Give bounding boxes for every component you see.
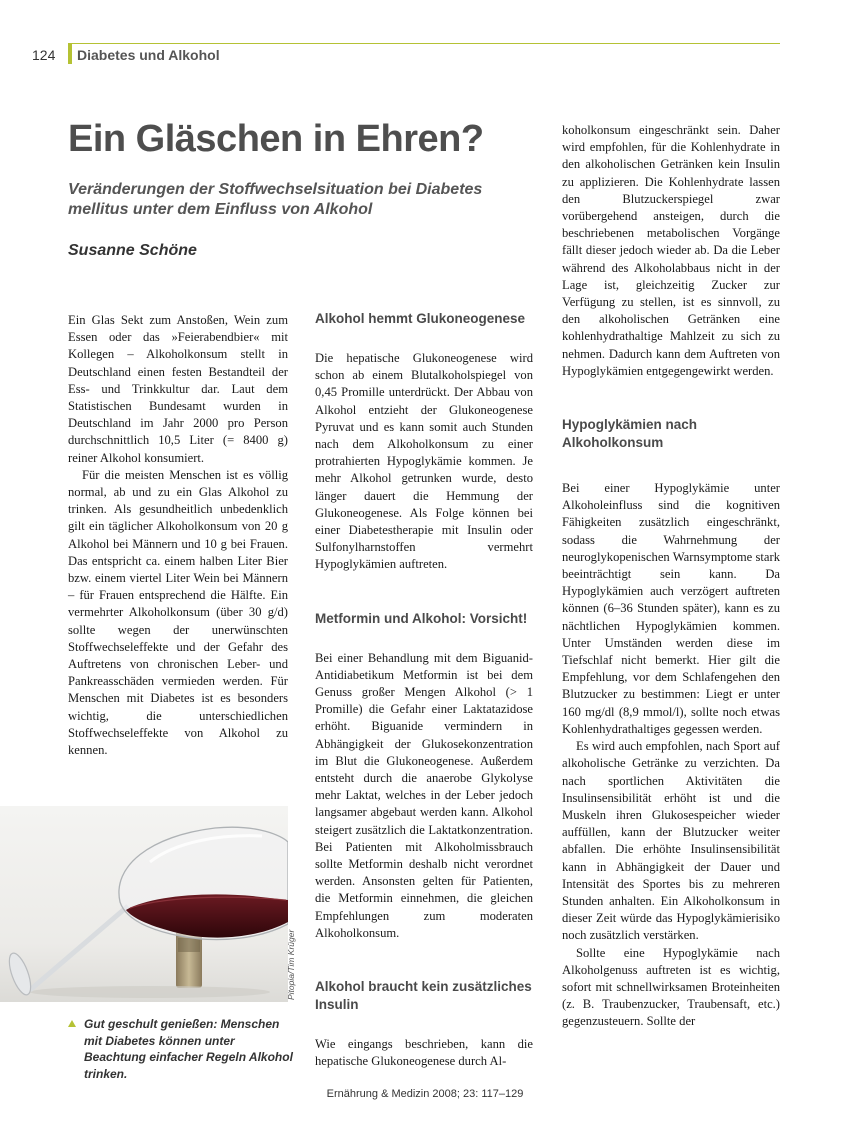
paragraph: Bei einer Hypoglykämie unter Alkoholeinfluss sind die kognitiven Fähigkeiten zusätzlich eingeschränkt, sodass die Wahrnehmung der neuroglykopenischen Warnsymptome stark beeinträchtigt sein kann. Da Hypoglykämien auch verzögert auftreten können (6–36 Stunden später), kann es zu nächtlichen Hypoglykämien kommen. Unter Umständen werden diese im Tiefschlaf nicht bemerkt. Hier gilt die Empfehlung, vor dem Schlafengehen den Blutzucker zu bestimmen: Liegt er unter 160 mg/dl (8,9 mmol/l), sollte noch etwas Kohlenhydrathaltiges gegessen werden. [562,481,780,736]
paragraph: Ein Glas Sekt zum Anstoßen, Wein zum Essen oder das »Feierabendbier« mit Kollegen – Alkoholkonsum stellt in Deutschland einen festen Bestandteil der Ess- und Trinkkultur dar. Laut dem Statistischen Bundesamt wurden in Deutschland im Jahr 2000 pro Person durchschnittlich 10,5 Liter (= 8400 g) reiner Alkohol konsumiert. [68,313,288,465]
page-number: 124 [32,47,56,63]
header-rule [68,43,780,44]
glass-stem [30,906,128,990]
paragraph: Für die meisten Menschen ist es völlig normal, ab und zu ein Glas Alkohol zu trinken. Als gesundheitlich unbedenklich gilt ein täglicher Alkoholkonsum von 20 g Alkohol bei Männern und 10 g bei Frauen. Das entspricht ca. einem halben Liter Bier bzw. einem viertel Liter Wein bei Männern – für Frauen entsprechend die Hälfte. Ein vermehrter Alkoholkonsum (über 30 g/d) sollte wegen der unerwünschten Stoffwechseleffekte und der Gefahr des Auftretens von chronischen Leber- und Pankreasschäden vermieden werden. Für Menschen mit Diabetes ist es besonders wichtig, die unterschiedlichen Stoffwechseleffekte von Alkohol zu kennen. [68,467,288,758]
section-heading: Hypoglykämien nach Alkoholkonsum [562,417,698,451]
page-footer: Ernährung & Medizin 2008; 23: 117–129 [326,1088,524,1100]
section-heading: Metformin und Alkohol: Vorsicht! [315,610,528,626]
paragraph: Bei einer Behandlung mit dem Biguanid-Antidiabetikum Metformin ist bei dem Genuss großer Mengen Alkohol (> 1 Promille) die Gefahr einer Laktatazidose erhöht. Biguanide vermindern in Abhängigkeit der Glukosekonzentration im Blut die Glukoneogenese. Außerdem entsteht durch die anaerobe Glykolyse mehr Laktat, welches in der Leber jedoch langsamer abgebaut werden kann. Alkohol steigert zusätzlich die Laktatkonzentration. Bei Patienten mit Alkoholmissbrauch sollte Metformin deshalb nicht verordnet werden. Ansonsten gelten für Patienten, die Metformin einnehmen, die gleichen Empfehlungen zum moderaten Alkoholkonsum. [315,650,533,940]
header-accent-bar [68,44,72,64]
paragraph: Es wird auch empfohlen, nach Sport auf alkoholische Getränke zu verzichten. Da nach sportlichen Aktivitäten die Insulinsensibilität erhöht ist und die Muskeln ihren Glukosespeicher wieder auffüllen, kann der Blutzucker weiter abfallen. Die erhöhte Insulinsensibilität kann in Abhängigkeit der Dauer und Intensität des Sportes bis zu mehreren Stunden anhalten. Ein Alkoholkonsum in dieser Zeit würde das Hypoglykämierisiko noch zusätzlich verstärken. [562,739,780,943]
figure-caption: Gut geschult genießen: Menschen mit Diabetes können unter Beachtung einfacher Regeln Alkohol trinken. [84,1017,293,1081]
paragraph: Wie eingangs beschrieben, kann die hepatische Glukoneogenese durch Al- [315,1037,533,1069]
column-1 [68,312,288,759]
caption-marker-icon [68,1020,76,1027]
wine-glass-illustration [0,806,288,1002]
section-heading: Alkohol hemmt Glukoneogenese [315,311,526,326]
column-3 [562,122,780,1031]
paragraph: Sollte eine Hypoglykämie nach Alkoholgenuss auftreten ist es wichtig, sofort mit schnellwirksamen Broteinheiten (z. B. Traubenzucker, Traubensaft, etc.) gegenzusteuern. Sollte der [562,945,780,1029]
photo-credit: Pitopia/Tim Krüger [286,929,296,1000]
glass-foot [5,951,35,998]
paragraph: koholkonsum eingeschränkt sein. Daher wird empfohlen, für die Kohlenhydrate in den alkoholischen Getränken kein Insulin zu applizieren. Die Kohlenhydrate lassen den Blutzuckerspiegel zwar vorübergehend ansteigen, durch die beschriebenen metabolischen Vorgänge fällt dieser jedoch wieder ab. Da die Leber während des Alkoholabbaus nicht in der Lage ist, gleichzeitig Zucker zur Verfügung zu stellen, ist es sinnvoll, zu den alkoholischen Getränken eine kohlenhydrathaltige Mahlzeit zu sich zu nehmen. Dadurch kann dem Auftreten von Hypoglykämien entgegengewirkt werden. [562,123,780,378]
section-heading: Alkohol braucht kein zusätzliches Insulin [315,979,532,1013]
wine-glass-photo [0,806,288,1002]
article-title: Ein Gläschen in Ehren? [68,118,484,160]
column-2 [315,310,533,1071]
article-subtitle: Veränderungen der Stoffwechselsituation bei Diabetes mellitus unter dem Einfluss von Alkohol [68,181,483,218]
paragraph: Die hepatische Glukoneogenese wird schon ab einem Blutalkoholspiegel von 0,45 Promille unterdrückt. Der Abbau von Alkohol entzieht der Glukoneogenese Pyruvat und es kann somit auch Stunden nach dem Alkoholkonsum zu einer protrahierten Hypoglykämie kommen. Je mehr Alkohol getrunken wurde, desto länger dauert die Hemmung der Glukoneogenese. Als Folge können bei einer Diabetestherapie mit Insulin oder Sulfonylharnstoffen vermehrt Hypoglykämien auftreten. [315,351,533,572]
section-title: Diabetes und Alkohol [77,47,220,63]
article-author: Susanne Schöne [68,242,197,259]
